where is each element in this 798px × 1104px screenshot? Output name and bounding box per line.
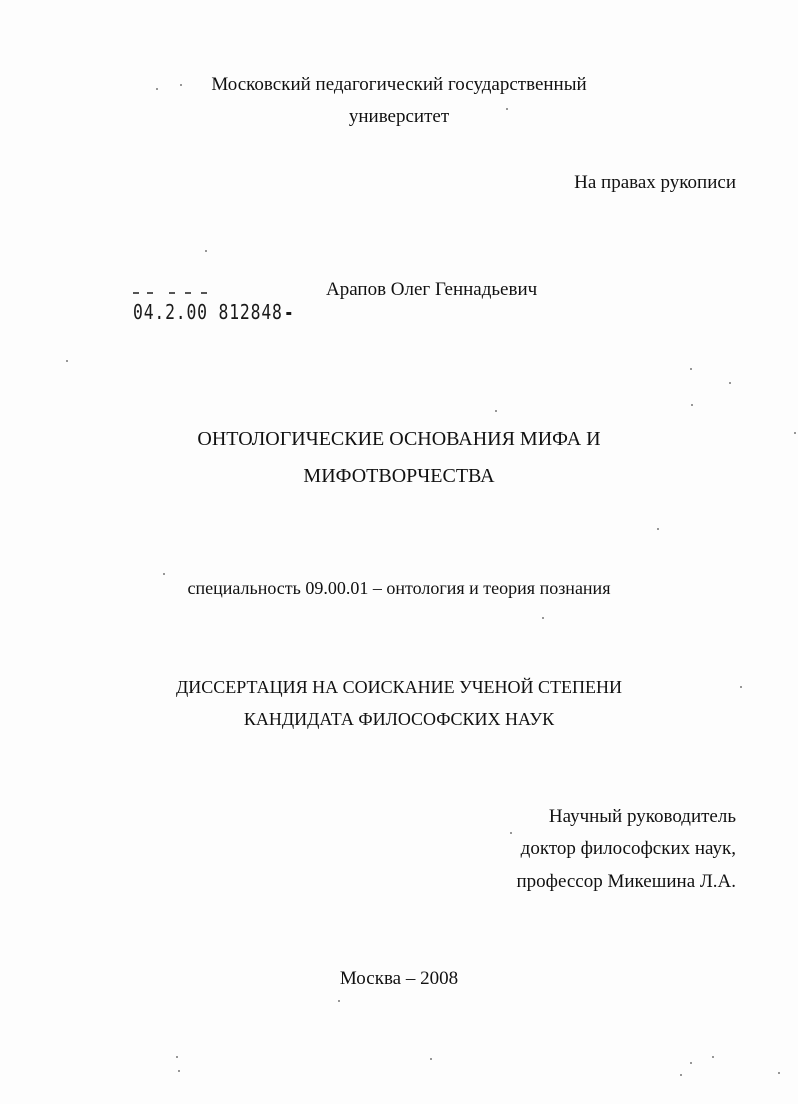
specialty-line: специальность 09.00.01 – онтология и теория познания <box>187 578 611 598</box>
scan-speck <box>712 1056 714 1058</box>
scan-speck <box>338 1000 340 1002</box>
scan-speck <box>690 368 692 370</box>
scan-speck <box>680 1074 682 1076</box>
scan-speck <box>778 1072 780 1074</box>
scan-speck <box>690 1062 692 1064</box>
catalog-number: 04.2.00 812848 <box>133 300 283 324</box>
supervisor-label: Научный руководитель <box>548 806 736 827</box>
scan-speck <box>691 404 693 406</box>
scan-speck <box>729 382 731 384</box>
scan-speck <box>176 1056 178 1058</box>
degree-line-1: ДИССЕРТАЦИЯ НА СОИСКАНИЕ УЧЕНОЙ СТЕПЕНИ <box>175 677 623 697</box>
degree-line-2: КАНДИДАТА ФИЛОСОФСКИХ НАУК <box>243 709 555 729</box>
manuscript-note: На правах рукописи <box>574 172 736 193</box>
title-line-1: ОНТОЛОГИЧЕСКИЕ ОСНОВАНИЯ МИФА И <box>197 428 601 450</box>
catalog-number-stamp <box>133 300 291 324</box>
scan-speck <box>495 410 497 412</box>
scan-speck <box>506 108 508 110</box>
scan-speck <box>542 617 544 619</box>
scan-speck <box>205 250 207 252</box>
scan-speck <box>178 1070 180 1072</box>
city-year: Москва – 2008 <box>339 968 459 989</box>
title-line-2: МИФОТВОРЧЕСТВА <box>303 465 495 487</box>
supervisor-name: профессор Микешина Л.А. <box>516 871 736 892</box>
author-name: Арапов Олег Геннадьевич <box>326 279 538 300</box>
catalog-stamp-marks <box>133 292 223 296</box>
scan-speck <box>156 88 158 90</box>
supervisor-degree: доктор философских наук, <box>520 838 736 859</box>
scan-speck <box>510 832 512 834</box>
scan-speck <box>794 432 796 434</box>
scan-speck <box>163 573 165 575</box>
institution-line-1: Московский педагогический государственный <box>211 74 587 95</box>
scan-speck <box>430 1058 432 1060</box>
institution-line-2: университет <box>348 106 450 127</box>
scan-speck <box>740 686 742 688</box>
scan-speck <box>180 84 182 86</box>
scan-speck <box>657 528 659 530</box>
scan-speck <box>66 360 68 362</box>
